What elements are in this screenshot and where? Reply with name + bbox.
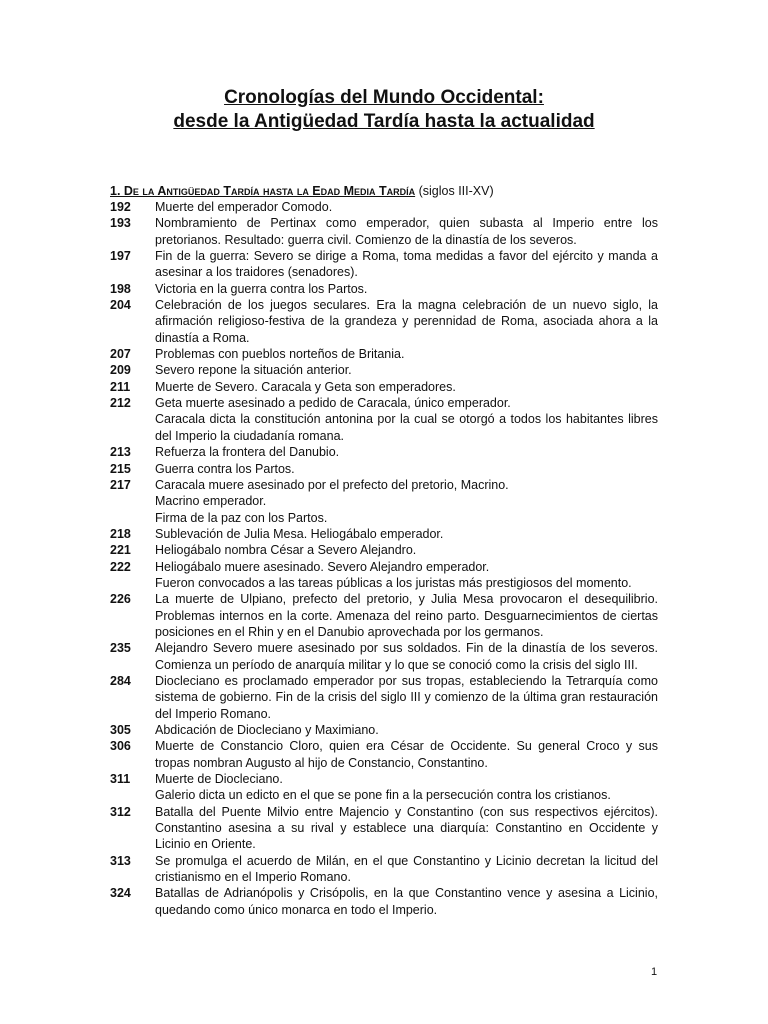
entry-text: Refuerza la frontera del Danubio. (155, 445, 340, 460)
chronology-entry (110, 346, 658, 362)
entry-year: 305 (110, 723, 131, 737)
entry-year: 192 (110, 200, 131, 214)
chronology-entry (110, 477, 658, 526)
entry-description (155, 444, 658, 460)
chronology-entry (110, 804, 658, 853)
entry-year: 215 (110, 461, 131, 476)
entry-description (155, 673, 658, 722)
entry-year: 211 (110, 379, 131, 394)
chronology-entry (110, 738, 658, 771)
entry-text: Fueron convocados a las tareas públicas a los juristas más prestigiosos del momento. (155, 575, 632, 590)
entry-year: 207 (110, 347, 131, 362)
entry-text: Victoria en la guerra contra los Partos. (155, 281, 368, 296)
chronology-entry (110, 885, 658, 918)
entry-year: 311 (110, 772, 131, 787)
entry-text: Problemas con pueblos norteños de Britania. (155, 347, 405, 362)
entry-text: Firma de la paz con los Partos. (155, 510, 328, 525)
entry-text: La muerte de Ulpiano, prefecto del pretorio, y Julia Mesa provocaron el desequilibrio. Problemas internos en la corte. Amenaza del reino parto. Desguarnecimientos de ciertas posiciones en el Rhin y en el Danubio aprovechada por los germanos. (155, 592, 658, 639)
entry-year: 213 (110, 445, 131, 460)
entry-year: 222 (110, 559, 131, 574)
chronology-entry (110, 248, 658, 281)
entry-text: Alejandro Severo muere asesinado por sus soldados. Fin de la dinastía de los severos. Comienza un período de anarquía militar y lo que se conoció como la crisis del siglo III. (155, 641, 658, 672)
entry-text: Batalla del Puente Milvio entre Majencio y Constantino (con sus respectivos ejércitos). Constantino asesina a su rival y establece una diarquía: Constantino en Occidente y Licinio en Oriente. (155, 804, 658, 852)
entry-text: Celebración de los juegos seculares. Era la magna celebración de un nuevo siglo, la afirmación religioso-festiva de la grandeza y perennidad de Roma, asociada ahora a la dinastía a Roma. (155, 298, 658, 345)
entry-description (155, 395, 658, 444)
entry-description (155, 738, 658, 771)
chronology-entry (110, 559, 658, 592)
entry-year: 221 (110, 543, 131, 558)
chronology-list (110, 199, 658, 918)
title-line-1: Cronologías del Mundo Occidental: (224, 87, 544, 108)
entry-description (155, 248, 658, 281)
entry-description (155, 362, 658, 378)
entry-description (155, 722, 658, 738)
entry-year: 235 (110, 641, 131, 656)
entry-description (155, 526, 658, 542)
entry-text: Geta muerte asesinado a pedido de Caracala, único emperador. (155, 396, 511, 411)
entry-text: Abdicación de Diocleciano y Maximiano. (155, 723, 379, 737)
entry-description (155, 297, 658, 346)
chronology-entry (110, 853, 658, 886)
entry-description (155, 591, 658, 640)
entry-text: Heliogábalo nombra César a Severo Alejandro. (155, 543, 417, 558)
chronology-entry (110, 673, 658, 722)
entry-year: 284 (110, 673, 131, 688)
entry-description (155, 199, 658, 215)
entry-text: Muerte de Diocleciano. (155, 772, 283, 787)
entry-year: 312 (110, 804, 131, 819)
entry-text: Muerte de Constancio Cloro, quien era César de Occidente. Su general Croco y sus tropas nombran Augusto al hijo de Constancio, Constantino. (155, 739, 658, 770)
entry-year: 209 (110, 363, 131, 378)
entry-text: Galerio dicta un edicto en el que se pone fin a la persecución contra los cristianos. (155, 788, 611, 803)
entry-text: Caracala muere asesinado por el prefecto del pretorio, Macrino. (155, 477, 509, 492)
entry-year: 217 (110, 477, 131, 492)
chronology-entry (110, 591, 658, 640)
entry-year: 197 (110, 249, 131, 264)
entry-description (155, 559, 658, 592)
entry-year: 212 (110, 396, 131, 411)
chronology-entry (110, 461, 658, 477)
section-title: 1. De la Antigüedad Tardía hasta la Edad Media Tardía (110, 184, 416, 198)
entry-year: 198 (110, 281, 131, 296)
entry-description (155, 281, 658, 297)
chronology-entry (110, 526, 658, 542)
entry-year: 324 (110, 886, 131, 901)
entry-text: Fin de la guerra: Severo se dirige a Roma, toma medidas a favor del ejército y manda a asesinar a los traidores (senadores). (155, 249, 658, 280)
entry-text: Heliogábalo muere asesinado. Severo Alejandro emperador. (155, 559, 490, 574)
entry-year: 204 (110, 298, 131, 313)
chronology-entry (110, 297, 658, 346)
chronology-entry (110, 542, 658, 558)
entry-description (155, 804, 658, 853)
entry-year: 313 (110, 853, 131, 868)
page-number: 1 (651, 966, 658, 978)
chronology-entry (110, 215, 658, 248)
section-heading (110, 183, 494, 199)
entry-description (155, 542, 658, 558)
page-title (0, 86, 768, 134)
entry-text: Muerte de Severo. Caracala y Geta son emperadores. (155, 379, 456, 394)
entry-text: Sublevación de Julia Mesa. Heliogábalo emperador. (155, 526, 444, 541)
entry-text: Guerra contra los Partos. (155, 461, 295, 476)
entry-description (155, 215, 658, 248)
entry-text: Severo repone la situación anterior. (155, 363, 352, 378)
entry-description (155, 477, 658, 526)
chronology-entry (110, 199, 658, 215)
chronology-entry (110, 444, 658, 460)
entry-text: Diocleciano es proclamado emperador por sus tropas, estableciendo la Tetrarquía como sistema de gobierno. Fin de la crisis del siglo III y comienzo de la última gran restauración del Imperio Romano. (155, 673, 658, 721)
chronology-entry (110, 771, 658, 804)
title-line-2: desde la Antigüedad Tardía hasta la actualidad (173, 111, 595, 132)
entry-year: 226 (110, 592, 131, 607)
entry-text: Caracala dicta la constitución antonina por la cual se otorgó a todos los habitantes libres del Imperio la ciudadanía romana. (155, 412, 658, 443)
entry-text: Macrino emperador. (155, 494, 267, 509)
chronology-entry (110, 722, 658, 738)
entry-year: 193 (110, 216, 131, 231)
entry-text: Se promulga el acuerdo de Milán, en el que Constantino y Licinio decretan la licitud del cristianismo en el Imperio Romano. (155, 853, 658, 885)
entry-description (155, 853, 658, 886)
entry-text: Batallas de Adrianópolis y Crisópolis, en la que Constantino vence y asesina a Licinio, quedando como único monarca en todo el Imperio. (155, 886, 658, 917)
entry-description (155, 640, 658, 673)
entry-description (155, 885, 658, 918)
entry-description (155, 461, 658, 477)
chronology-entry (110, 362, 658, 378)
chronology-entry (110, 281, 658, 297)
entry-description (155, 379, 658, 395)
entry-year: 218 (110, 526, 131, 541)
chronology-entry (110, 379, 658, 395)
entry-year: 306 (110, 739, 131, 754)
entry-description (155, 771, 658, 804)
chronology-entry (110, 640, 658, 673)
entry-description (155, 346, 658, 362)
entry-text: Muerte del emperador Comodo. (155, 200, 333, 214)
section-range: (siglos III-XV) (415, 184, 494, 198)
entry-text: Nombramiento de Pertinax como emperador, quien subasta al Imperio entre los pretorianos. Resultado: guerra civil. Comienzo de la dinastía de los severos. (155, 216, 658, 247)
chronology-entry (110, 395, 658, 444)
